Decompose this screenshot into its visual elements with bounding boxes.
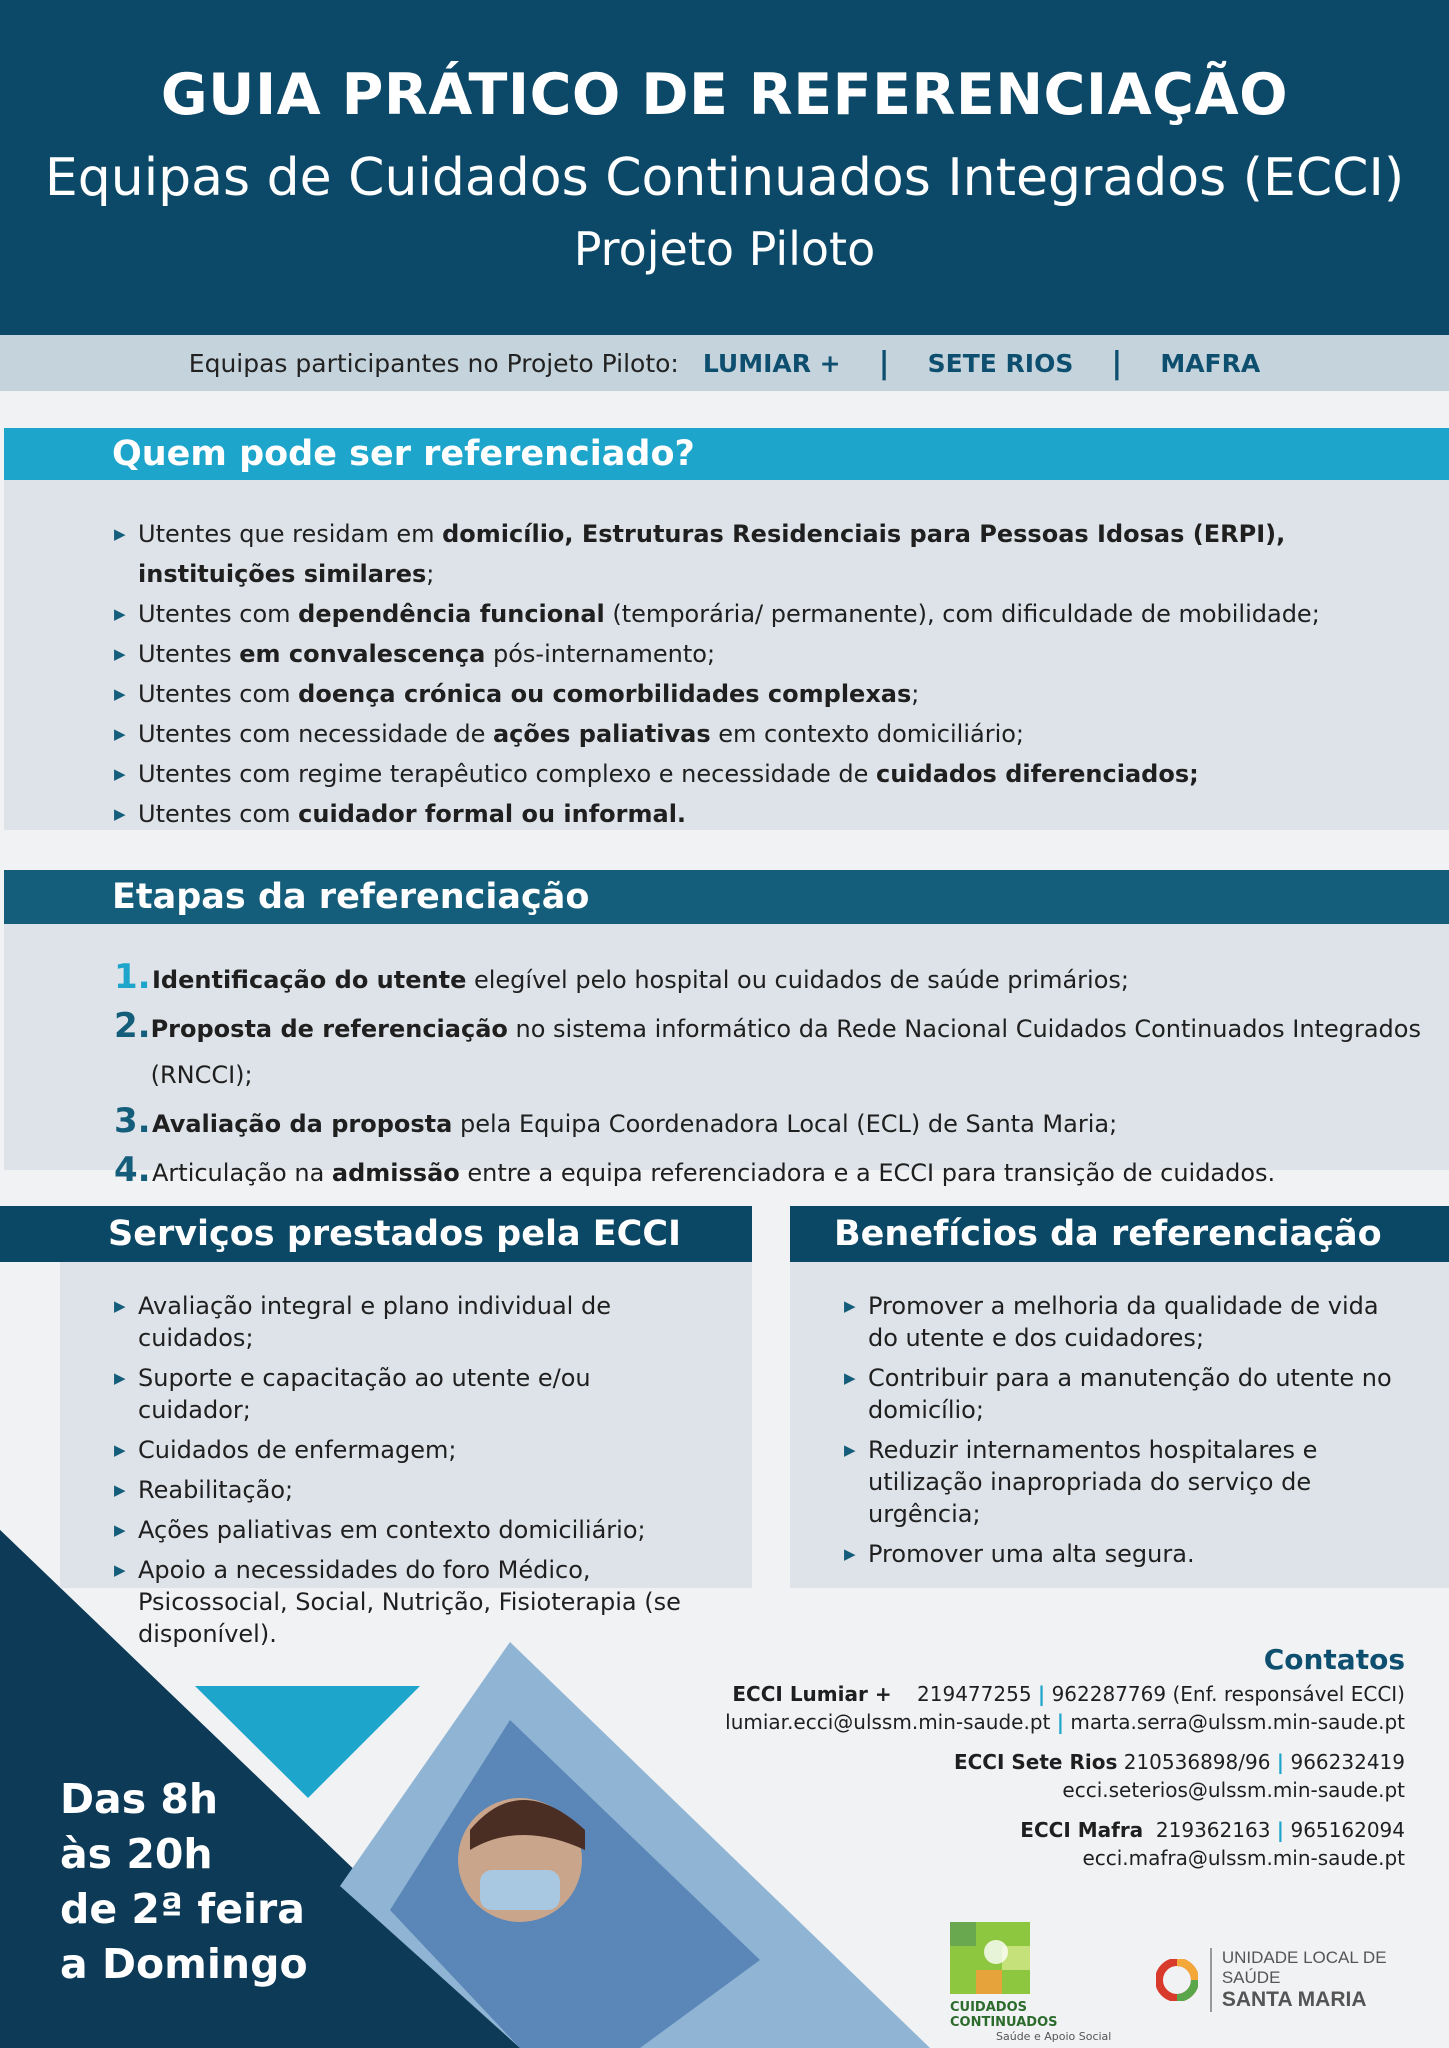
list-item: ▶ Contribuir para a manutenção do utente no domicílio; [844, 1362, 1404, 1426]
uls-logo-icon [1156, 1959, 1198, 2001]
who-list [114, 514, 1449, 834]
teams-strip [0, 335, 1449, 391]
team-separator: | [1111, 345, 1123, 381]
cc-logo-icon [950, 1922, 1030, 1994]
contact-sete-rios: ECCI Sete Rios 210536898/96 | 966232419 ecci.seterios@ulssm.min-saude.pt [953, 1750, 1405, 1802]
mafra-email-link[interactable]: ecci.mafra@ulssm.min-saude.pt [1082, 1846, 1405, 1870]
list-item: ▶ Utentes com doença crónica ou comorbilidades complexas; [114, 674, 1449, 714]
list-item: ▶ Suporte e capacitação ao utente e/ou cuidador; [114, 1362, 704, 1426]
list-item: ▶ Apoio a necessidades do foro Médico, Psicossocial, Social, Nutrição, Fisioterapia (se disponível). [114, 1554, 704, 1650]
services-section [60, 1206, 752, 1648]
list-item: ▶ Ações paliativas em contexto domiciliário; [114, 1514, 704, 1546]
list-item: ▶ Utentes com regime terapêutico complexo e necessidade de cuidados diferenciados; [114, 754, 1449, 794]
list-item: ▶ Utentes com cuidador formal ou informal. [114, 794, 1449, 834]
step-item: 3. Avaliação da proposta pela Equipa Coordenadora Local (ECL) de Santa Maria; [114, 1101, 1118, 1141]
who-section [4, 428, 1449, 830]
benefits-heading: Benefícios da referenciação [790, 1206, 1449, 1262]
steps-section [4, 870, 1449, 1190]
contact-lumiar: ECCI Lumiar + 219477255 | 962287769 (Enf. responsável ECCI) lumiar.ecci@ulssm.min-saude.pt | marta.serra@ulssm.min-saude.pt [725, 1682, 1405, 1734]
team-sete-rios: SETE RIOS [927, 348, 1074, 378]
team-separator: | [878, 345, 890, 381]
who-heading: Quem pode ser referenciado? [4, 428, 1449, 480]
services-list [114, 1290, 704, 1658]
teams-label: Equipas participantes no Projeto Piloto: [188, 348, 679, 378]
uls-santa-maria-logo: UNIDADE LOCAL DE SAÚDE SANTA MARIA [1156, 1948, 1449, 2012]
list-item: ▶ Reduzir internamentos hospitalares e utilização inapropriada do serviço de urgência; [844, 1434, 1404, 1530]
contacts-block [725, 1640, 1405, 1884]
page-subtitle-2: Projeto Piloto [573, 222, 876, 276]
mask-shape [480, 1870, 560, 1910]
page-title: GUIA PRÁTICO DE REFERENCIAÇÃO [160, 62, 1289, 128]
list-item: ▶ Promover a melhoria da qualidade de vida do utente e dos cuidadores; [844, 1290, 1404, 1354]
step-item: 4. Articulação na admissão entre a equipa referenciadora e a ECCI para transição de cuidados. [114, 1150, 1276, 1190]
header-banner [0, 0, 1449, 335]
step-item: 1. Identificação do utente elegível pelo hospital ou cuidados de saúde primários; [114, 957, 1129, 997]
list-item: ▶ Reabilitação; [114, 1474, 704, 1506]
list-item: ▶ Utentes com necessidade de ações paliativas em contexto domiciliário; [114, 714, 1449, 754]
seterios-email-link[interactable]: ecci.seterios@ulssm.min-saude.pt [1062, 1778, 1405, 1802]
list-item: ▶ Promover uma alta segura. [844, 1538, 1404, 1570]
services-heading: Serviços prestados pela ECCI [0, 1206, 752, 1262]
page-subtitle: Equipas de Cuidados Continuados Integrados (ECCI) [44, 148, 1405, 208]
contact-mafra: ECCI Mafra 219362163 | 965162094 ecci.mafra@ulssm.min-saude.pt [1020, 1818, 1405, 1870]
list-item: ▶ Cuidados de enfermagem; [114, 1434, 704, 1466]
benefits-list [844, 1290, 1404, 1578]
step-item: 2. Proposta de referenciação no sistema informático da Rede Nacional Cuidados Continuados Integrados (RNCCI); [114, 1006, 1421, 1089]
opening-hours: Das 8h às 20h de 2ª feira a Domingo [60, 1775, 308, 1988]
steps-heading: Etapas da referenciação [4, 870, 1449, 924]
contacts-title: Contatos [1263, 1643, 1405, 1676]
cuidados-continuados-logo: CUIDADOS CONTINUADOS Saúde e Apoio Social [950, 1922, 1130, 2022]
list-item: ▶ Utentes em convalescença pós-internamento; [114, 634, 1449, 674]
benefits-section [790, 1206, 1449, 1588]
lumiar-email-link[interactable]: lumiar.ecci@ulssm.min-saude.pt [725, 1710, 1051, 1734]
team-mafra: MAFRA [1160, 348, 1261, 378]
list-item: ▶ Utentes que residam em domicílio, Estruturas Residenciais para Pessoas Idosas (ERPI), instituições similares; [114, 514, 1449, 594]
list-item: ▶ Utentes com dependência funcional (temporária/ permanente), com dificuldade de mobilidade; [114, 594, 1449, 634]
list-item: ▶ Avaliação integral e plano individual de cuidados; [114, 1290, 704, 1354]
team-lumiar: LUMIAR + [702, 348, 841, 378]
marta-email-link[interactable]: marta.serra@ulssm.min-saude.pt [1070, 1710, 1405, 1734]
steps-list [114, 954, 1449, 1196]
